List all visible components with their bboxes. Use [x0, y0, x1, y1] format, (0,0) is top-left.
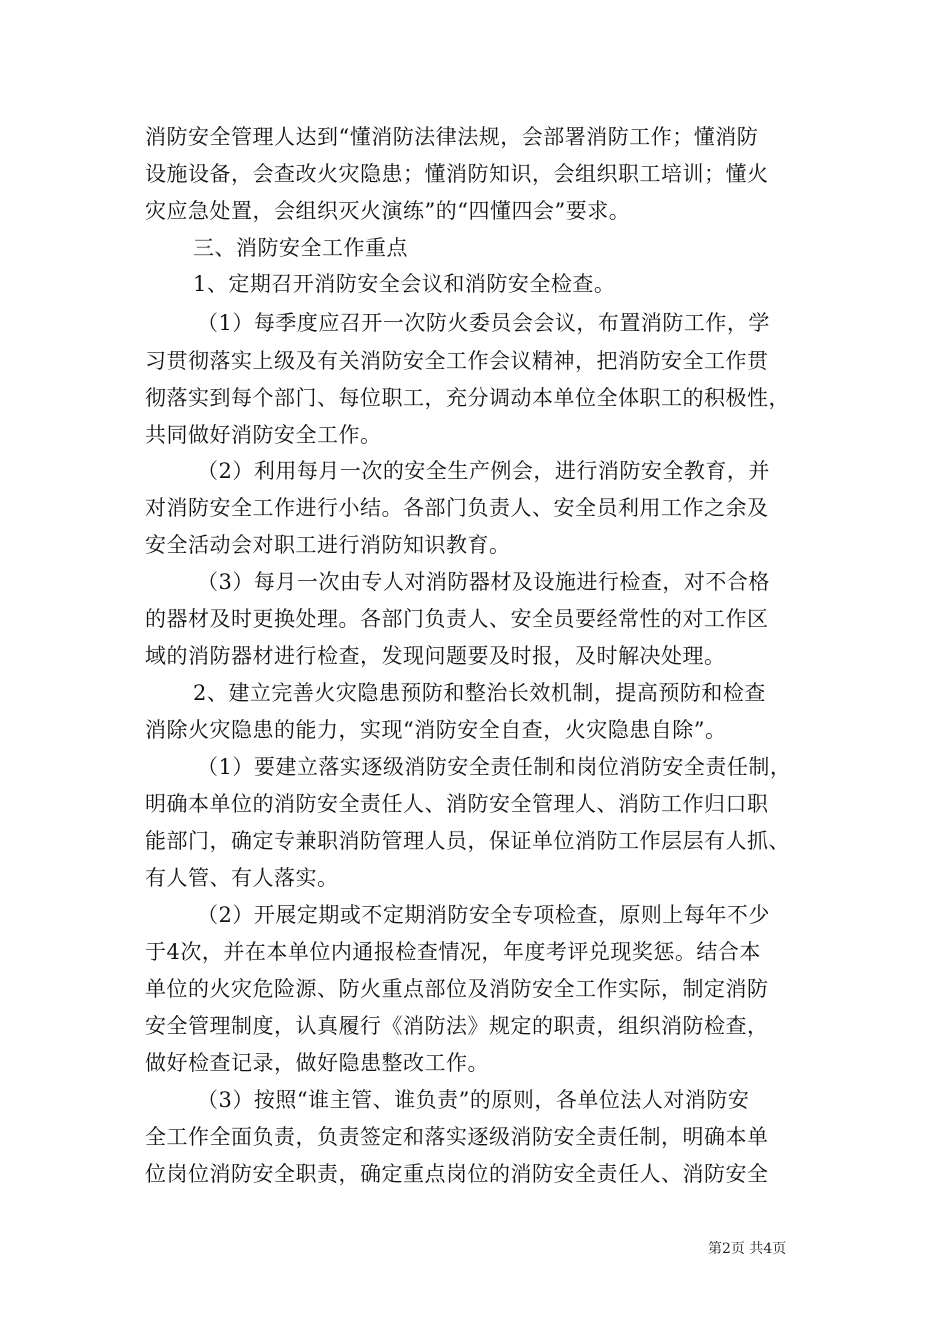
- text-line: 安全管理制度，认真履行《消防法》规定的职责，组织消防检查，: [145, 1014, 769, 1038]
- text-line: 位岗位消防安全职责，确定重点岗位的消防安全责任人、消防安全: [145, 1162, 769, 1186]
- text-line: 共同做好消防安全工作。: [145, 423, 382, 447]
- text-line: 消除火灾隐患的能力，实现“消防安全自查，火灾隐患自除”。: [145, 718, 727, 742]
- text-line: （2）开展定期或不定期消防安全专项检查，原则上每年不少: [197, 903, 770, 927]
- text-line: 明确本单位的消防安全责任人、消防安全管理人、消防工作归口职: [145, 792, 769, 816]
- text-line: 安全活动会对职工进行消防知识教育。: [145, 533, 511, 557]
- text-line: （2）利用每月一次的安全生产例会，进行消防安全教育，并: [197, 459, 770, 483]
- text-line: 灾应急处置，会组织灭火演练”的“四懂四会”要求。: [145, 199, 631, 223]
- subsection-heading: 2、建立完善火灾隐患预防和整治长效机制，提高预防和检查: [193, 681, 766, 705]
- text-line: 对消防安全工作进行小结。各部门负责人、安全员利用工作之余及: [145, 496, 769, 520]
- text-line: 消防安全管理人达到“懂消防法律法规，会部署消防工作；懂消防: [145, 125, 759, 149]
- text-line: 能部门，确定专兼职消防管理人员，保证单位消防工作层层有人抓、: [145, 829, 790, 853]
- text-line: 有人管、有人落实。: [145, 866, 339, 890]
- text-line: 单位的火灾危险源、防火重点部位及消防安全工作实际，制定消防: [145, 977, 769, 1001]
- text-line: （3）按照“谁主管、谁负责”的原则，各单位法人对消防安: [197, 1088, 750, 1112]
- text-line: 于4次，并在本单位内通报检查情况，年度考评兑现奖惩。结合本: [145, 940, 761, 964]
- section-heading: 三、消防安全工作重点: [193, 236, 408, 260]
- text-line: 习贯彻落实上级及有关消防安全工作会议精神，把消防安全工作贯: [145, 349, 769, 373]
- text-line: 的器材及时更换处理。各部门负责人、安全员要经常性的对工作区: [145, 607, 769, 631]
- text-line: 域的消防器材进行检查，发现问题要及时报，及时解决处理。: [145, 644, 726, 668]
- text-line: 做好检查记录，做好隐患整改工作。: [145, 1051, 489, 1075]
- text-line: 设施设备，会查改火灾隐患；懂消防知识，会组织职工培训；懂火: [145, 162, 769, 186]
- text-line: 全工作全面负责，负责签定和落实逐级消防安全责任制，明确本单: [145, 1125, 769, 1149]
- text-line: （1）要建立落实逐级消防安全责任制和岗位消防安全责任制，: [197, 755, 792, 779]
- page-number-footer: 第2页 共4页: [708, 1241, 787, 1257]
- text-line: 彻落实到每个部门、每位职工，充分调动本单位全体职工的积极性，: [145, 386, 790, 410]
- text-line: （3）每月一次由专人对消防器材及设施进行检查，对不合格: [197, 570, 770, 594]
- text-line: （1）每季度应召开一次防火委员会会议，布置消防工作，学: [197, 311, 770, 335]
- subsection-heading: 1、定期召开消防安全会议和消防安全检查。: [193, 272, 616, 296]
